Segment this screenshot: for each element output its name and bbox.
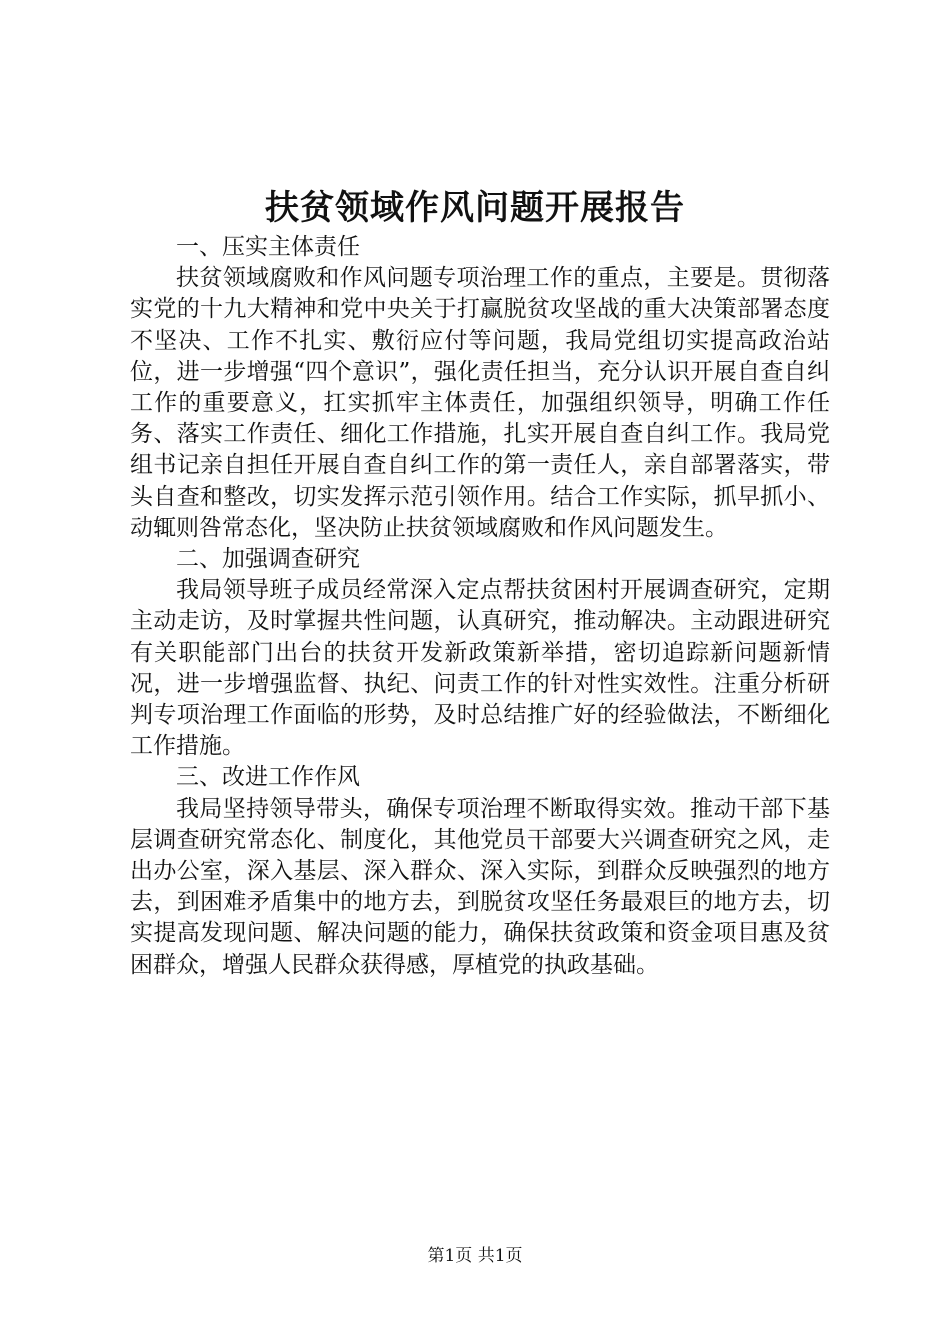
document-title: 扶贫领域作风问题开展报告 [265, 188, 685, 228]
section-paragraph-1: 扶贫领域腐败和作风问题专项治理工作的重点，主要是。贯彻落实党的十九大精神和党中央关于打赢脱贫攻坚战的重大决策部署态度不坚决、工作不扎实、敷衍应付等问题，我局党组切实提高政治站位，进一步增强“四个意识”，强化责任担当，充分认识开展自查自纠工作的重要意义，扛实抓牢主体责任，加强组织领导，明确工作任务、落实工作责任、细化工作措施，扎实开展自查自纠工作。我局党组书记亲自担任开展自查自纠工作的第一责任人，亲自部署落实，带头自查和整改，切实发挥示范引领作用。结合工作实际，抓早抓小、动辄则咎常态化，坚决防止扶贫领域腐败和作风问题发生。 [130, 265, 830, 541]
page-footer: 第1页 共1页 [427, 1246, 523, 1266]
section-heading-3: 三、改进工作作风 [176, 764, 360, 791]
section-heading-1: 一、压实主体责任 [176, 234, 360, 260]
section-paragraph-2: 我局领导班子成员经常深入定点帮扶贫困村开展调查研究，定期主动走访，及时掌握共性问题，认真研究，推动解决。主动跟进研究有关职能部门出台的扶贫开发新政策新举措，密切追踪新问题新情况，进一步增强监督、执纪、问责工作的针对性实效性。注重分析研判专项治理工作面临的形势，及时总结推广好的经验做法，不断细化工作措施。 [130, 577, 830, 760]
document-body [130, 232, 830, 981]
section-heading-2: 二、加强调查研究 [176, 546, 360, 573]
section-paragraph-3: 我局坚持领导带头，确保专项治理不断取得实效。推动干部下基层调查研究常态化、制度化，其他党员干部要大兴调查研究之风，走出办公室，深入基层、深入群众、深入实际，到群众反映强烈的地方去，到困难矛盾集中的地方去，到脱贫攻坚任务最艰巨的地方去，切实提高发现问题、解决问题的能力，确保扶贫政策和资金项目惠及贫困群众，增强人民群众获得感，厚植党的执政基础。 [130, 795, 830, 978]
